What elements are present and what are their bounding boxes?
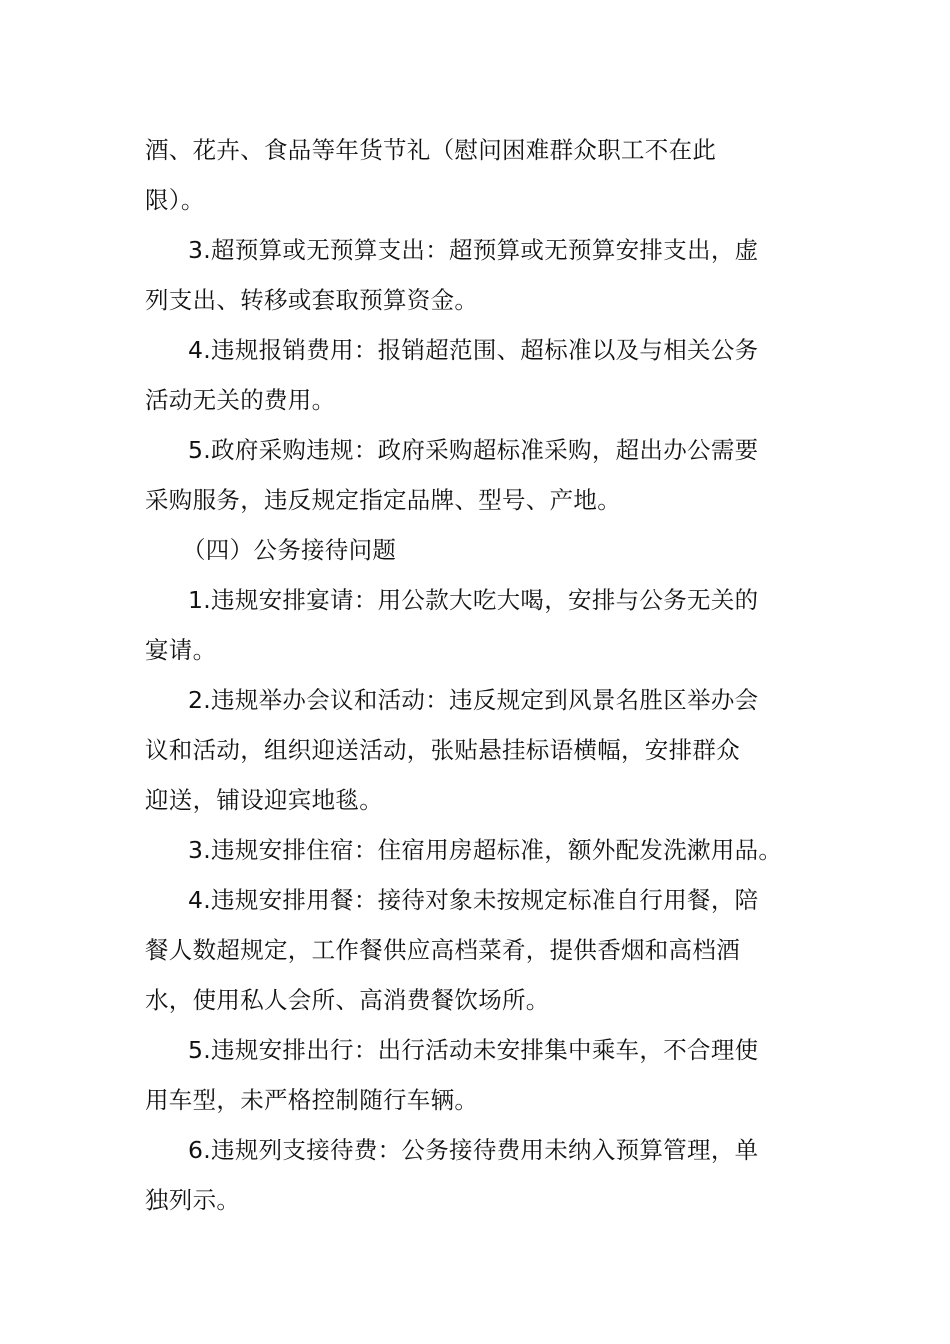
text-line: 4.违规报销费用：报销超范围、超标准以及与相关公务 <box>188 336 759 364</box>
text-line: 迎送，铺设迎宾地毯。 <box>145 786 383 814</box>
text-line: 4.违规安排用餐：接待对象未按规定标准自行用餐，陪 <box>188 886 759 914</box>
text-line: 1.违规安排宴请：用公款大吃大喝，安排与公务无关的 <box>188 586 759 614</box>
text-line: 3.超预算或无预算支出：超预算或无预算安排支出，虚 <box>188 236 759 264</box>
text-line: 5.违规安排出行：出行活动未安排集中乘车，不合理使 <box>188 1036 759 1064</box>
text-line: 水，使用私人会所、高消费餐饮场所。 <box>145 986 550 1014</box>
text-line: 采购服务，违反规定指定品牌、型号、产地。 <box>145 486 621 514</box>
text-line: 用车型，未严格控制随行车辆。 <box>145 1086 479 1114</box>
text-line: 列支出、转移或套取预算资金。 <box>145 286 479 314</box>
text-line: 3.违规安排住宿：住宿用房超标准，额外配发洗漱用品。 <box>188 836 783 864</box>
text-line: 独列示。 <box>145 1186 241 1214</box>
text-line: 6.违规列支接待费：公务接待费用未纳入预算管理，单 <box>188 1136 759 1164</box>
text-line: 2.违规举办会议和活动：违反规定到风景名胜区举办会 <box>188 686 759 714</box>
text-line: 议和活动，组织迎送活动，张贴悬挂标语横幅，安排群众 <box>145 736 740 764</box>
text-line: 餐人数超规定，工作餐供应高档菜肴，提供香烟和高档酒 <box>145 936 740 964</box>
text-line: 宴请。 <box>145 636 217 664</box>
text-line: 5.政府采购违规：政府采购超标准采购，超出办公需要 <box>188 436 759 464</box>
text-line: 酒、花卉、食品等年货节礼（慰问困难群众职工不在此 <box>145 136 717 164</box>
text-line: 活动无关的费用。 <box>145 386 336 414</box>
section-heading: （四）公务接待问题 <box>182 536 397 564</box>
text-line: 限）。 <box>145 186 205 214</box>
